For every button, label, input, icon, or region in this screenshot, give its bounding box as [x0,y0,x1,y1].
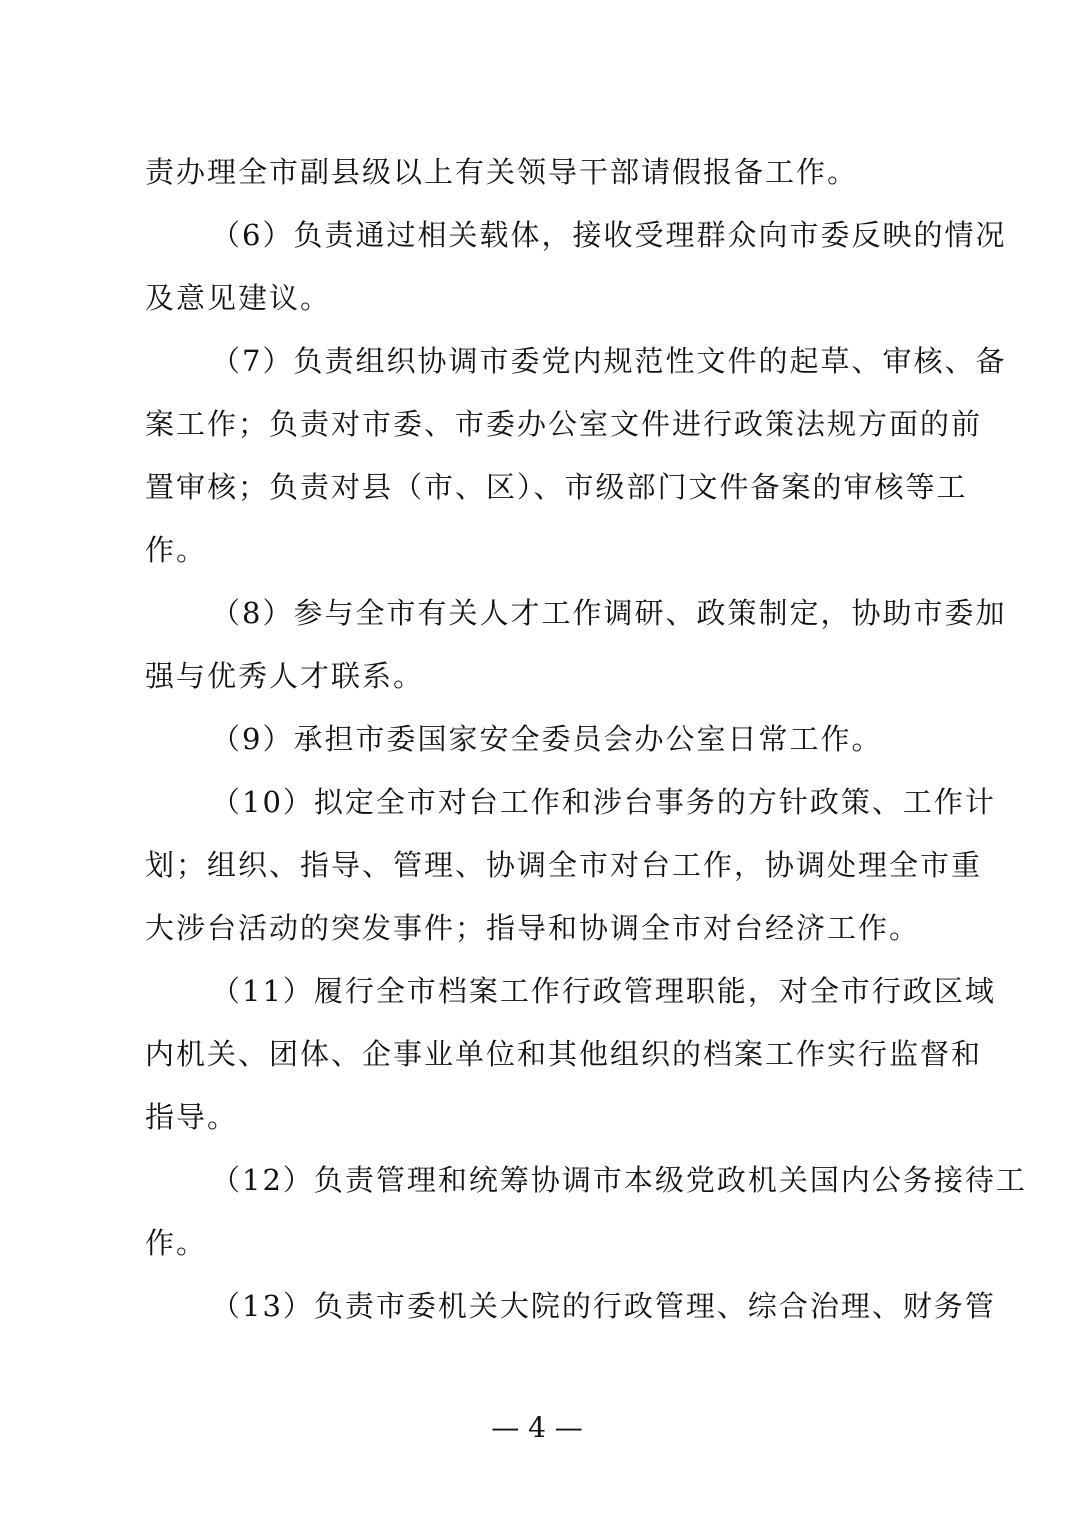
text-line-9: 强与优秀人才联系。 [145,659,425,693]
text-line-13: 大涉台活动的突发事件；指导和协调全市对台经济工作。 [145,911,921,945]
text-line-4: （7）负责组织协调市委党内规范性文件的起草、审核、备 [211,344,1007,378]
text-line-12: 划；组织、指导、管理、协调全市对台工作，协调处理全市重 [145,848,983,882]
text-line-7: 作。 [145,533,208,567]
text-line-16: 指导。 [145,1100,239,1134]
text-line-5: 案工作；负责对市委、市委办公室文件进行政策法规方面的前 [145,407,983,441]
text-line-14: （11）履行全市档案工作行政管理职能，对全市行政区域 [211,974,996,1008]
page-number: — 4 — [491,1411,583,1444]
text-line-2: （6）负责通过相关载体，接收受理群众向市委反映的情况 [211,218,1007,252]
text-line-11: （10）拟定全市对台工作和涉台事务的方针政策、工作计 [211,785,996,819]
text-line-3: 及意见建议。 [145,281,332,315]
text-line-17: （12）负责管理和统筹协调市本级党政机关国内公务接待工 [211,1163,1027,1197]
text-line-8: （8）参与全市有关人才工作调研、政策制定，协助市委加 [211,596,1007,630]
text-line-15: 内机关、团体、企事业单位和其他组织的档案工作实行监督和 [145,1037,983,1071]
text-line-6: 置审核；负责对县（市、区）、市级部门文件备案的审核等工 [145,470,968,504]
text-line-19: （13）负责市委机关大院的行政管理、综合治理、财务管 [211,1289,996,1323]
text-line-10: （9）承担市委国家安全委员会办公室日常工作。 [211,722,883,756]
text-line-18: 作。 [145,1226,208,1260]
text-line-1: 责办理全市副县级以上有关领导干部请假报备工作。 [145,155,859,189]
